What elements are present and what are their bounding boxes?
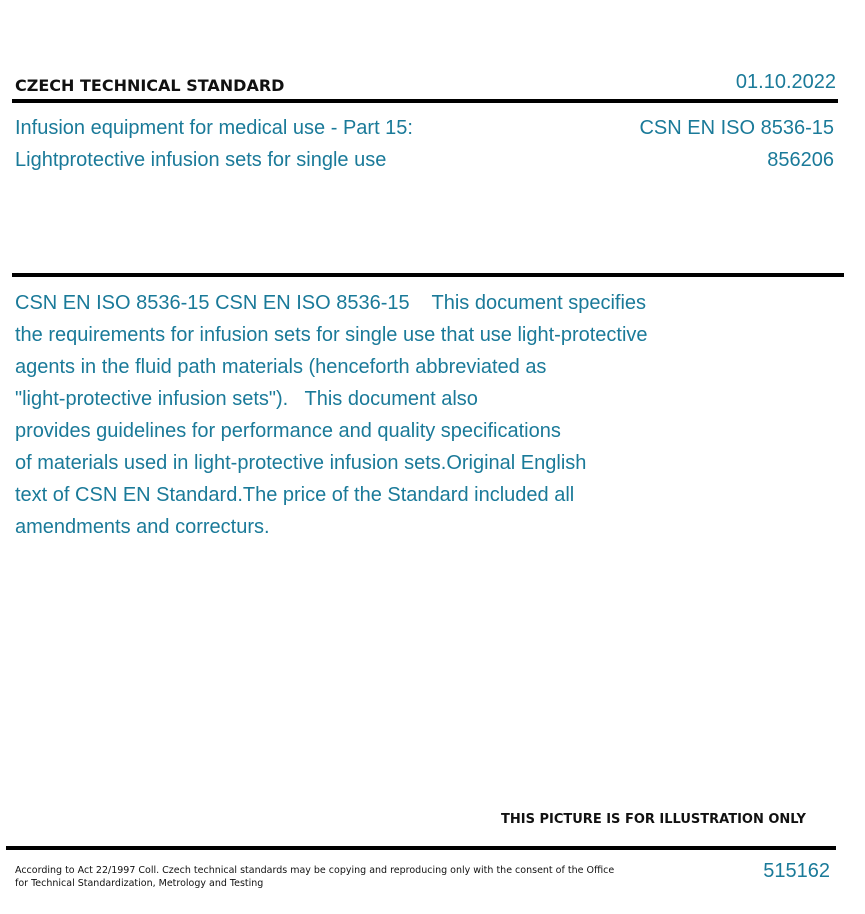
publication-date: 01.10.2022 [735, 71, 836, 93]
document-number: 515162 [763, 860, 830, 882]
title-line-2: Lightprotective infusion sets for single use [15, 149, 387, 171]
classification-number: 856206 [767, 149, 834, 171]
legal-line: for Technical Standardization, Metrology and Testing [15, 878, 264, 889]
illustration-notice: THIS PICTURE IS FOR ILLUSTRATION ONLY [501, 812, 806, 827]
abstract-line: "light-protective infusion sets"). This document also [15, 388, 478, 410]
abstract-line: CSN EN ISO 8536-15 CSN EN ISO 8536-15 This document specifies [15, 292, 647, 314]
abstract-line: provides guidelines for performance and quality specifications [15, 420, 561, 442]
footer-divider [6, 846, 836, 850]
abstract-line: of materials used in light-protective infusion sets.Original English [15, 452, 587, 474]
abstract-text [15, 287, 715, 543]
standard-code: CSN EN ISO 8536-15 [639, 117, 834, 139]
abstract-line: agents in the fluid path materials (henceforth abbreviated as [15, 356, 547, 378]
abstract-line: the requirements for infusion sets for single use that use light-protective [15, 324, 648, 346]
title-line-1: Infusion equipment for medical use - Part 15: [15, 117, 413, 139]
title-divider [12, 273, 844, 277]
document-type-label: CZECH TECHNICAL STANDARD [15, 76, 285, 95]
legal-line: According to Act 22/1997 Coll. Czech technical standards may be copying and reproducing only with the consent of the Office [15, 865, 615, 876]
abstract-line: text of CSN EN Standard.The price of the Standard included all [15, 484, 575, 506]
header-divider [12, 99, 838, 103]
legal-notice [15, 864, 615, 890]
abstract-line: amendments and correcturs. [15, 516, 270, 538]
